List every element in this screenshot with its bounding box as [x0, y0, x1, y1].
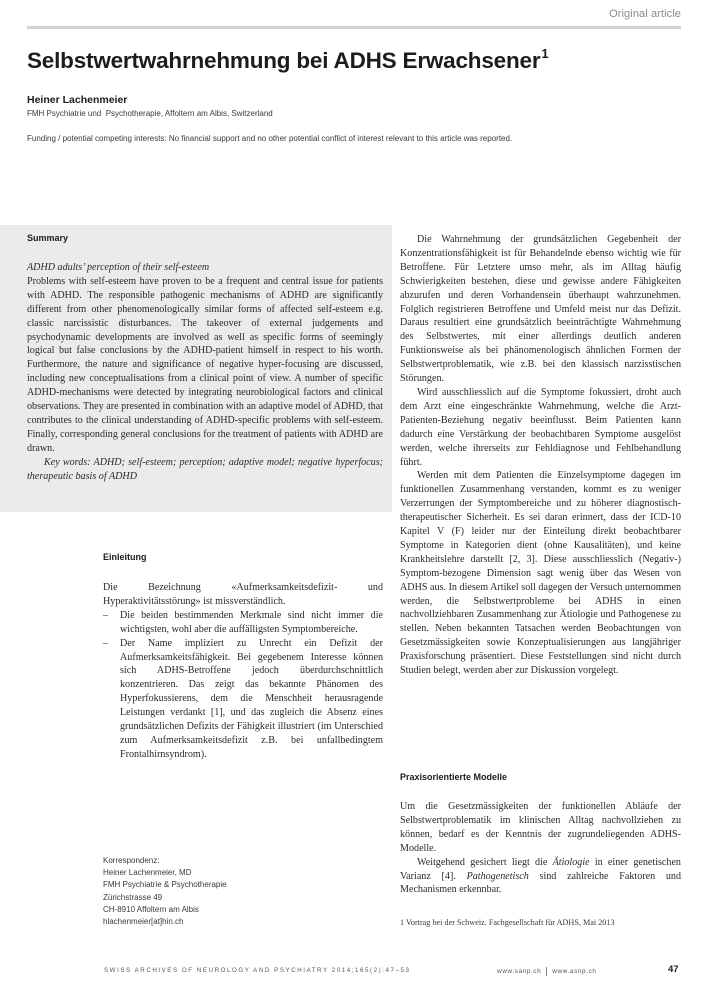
summary-heading: Summary	[27, 233, 69, 243]
right-column-body	[400, 233, 681, 678]
emphasis-term: Pathogenetisch	[466, 870, 529, 882]
link-separator	[546, 967, 547, 976]
list-item-text: Der Name impliziert zu Unrecht ein Defizit der Aufmerksamkeitsfähigkeit. Bei gegebenem Interesse können sich ADHS-Betroffene jedoch überdurchschnittlich konzentrieren. Das zeigt das bekannte Phänomen des Hyperfokussierens, dem die Menschheit herausragende Leistungen verdankt [1], und das zugleich die Absenz eines grundsätzlichen Defizits der Fähigkeit illustriert (im Unterschied zum Aufmerksamkeitsdefizit z.B. bei unfallbedingtem Frontalhirnsyndrom).	[120, 637, 383, 760]
article-title-text: Selbstwertwahrnehmung bei ADHS Erwachsener	[27, 48, 541, 73]
list-item	[103, 637, 383, 762]
einleitung-intro: Die Bezeichnung «Aufmerksamkeitsdefizit- und Hyperaktivitätsstörung» ist missverständlich.	[103, 582, 383, 607]
author-affiliation: FMH Psychiatrie und Psychotherapie, Affoltern am Albis, Switzerland	[27, 109, 273, 118]
einleitung-body	[103, 581, 383, 762]
text-run: Weitgehend gesichert liegt die	[417, 856, 553, 868]
body-paragraph: Werden mit dem Patienten die Einzelsymptome dagegen im funktionellen Zusammenhang verstanden, kommt es zu weniger Verzerrungen der Symptombereiche und zu höherer diagnostisch-therapeutischer Sicherheit. Es sei daran erinnert, dass der ICD-10 Kapitel V (F) leider nur der Einteilung direkt beobachtbarer Symptome in Kategorien dient (ohne Kausalitäten), und keine Krankheitslehre darstellt [2, 3]. Diese ausschliesslich (Negativ-) Symptom-bezogene Dimension sagt wenig über das Wesen von ADHS aus. In diesem Artikel soll dagegen der Versuch unternommen werden, die Selbstwertprobleme bei ADHS in einen nachvollziehbaren Zusammenhang zur Ätiologie und Pathogenese zu stellen. Neben bekannten Tatsachen werden Beobachtungen von Gesetzmässigkeiten sowie Konzeptualisierungen aus langjähriger Praxisforschung präsentiert. Diese Feststellungen sind nicht durch Studien belegt, werden aber zur Diskussion vorgelegt.	[400, 470, 681, 677]
einleitung-heading: Einleitung	[103, 552, 147, 562]
dash-bullet: –	[103, 609, 109, 621]
body-paragraph: Um die Gesetzmässigkeiten der funktionellen Abläufe der Selbstwertproblematik im klinischen Alltag nachvollziehen zu können, bedarf es der Kenntnis der zugrundeliegenden ADHS-Modelle.	[400, 801, 681, 854]
summary-keywords: Key words: ADHD; self-esteem; perception; adaptive model; negative hyperfocus; therapeutic basis of ADHD	[27, 456, 383, 482]
correspondence-name: Heiner Lachenmeier, MD	[103, 868, 192, 878]
list-item-text: Die beiden bestimmenden Merkmale sind nicht immer die wichtigsten, wohl aber die auffälligsten Symptombereiche.	[120, 609, 383, 635]
author-name: Heiner Lachenmeier	[27, 94, 128, 106]
correspondence-city: CH-8910 Affoltern am Albis	[103, 904, 199, 914]
link-sanp[interactable]: www.sanp.ch	[497, 968, 542, 976]
footnote: 1 Vortrag bei der Schweiz. Fachgesellschaft für ADHS, Mai 2013	[400, 918, 615, 927]
correspondence-block	[103, 855, 227, 928]
praxis-heading: Praxisorientierte Modelle	[400, 772, 508, 782]
text-run: sind zahlreiche Faktoren und Mechanismen erkennbar.	[400, 870, 681, 896]
list-item	[103, 609, 383, 637]
body-paragraph	[400, 856, 681, 898]
title-footnote-mark[interactable]: 1	[541, 46, 549, 61]
correspondence-practice: FMH Psychiatrie & Psychotherapie	[103, 880, 227, 890]
page-number: 47	[668, 964, 679, 975]
text-run: in einer genetischen Varianz [4].	[400, 856, 681, 882]
summary-subtitle: ADHD adults’ perception of their self-esteem	[27, 262, 210, 273]
body-paragraph: Die Wahrnehmung der grundsätzlichen Gegebenheit der Konzentrationsfähigkeit ist für Behandelnde ebenso wichtig wie für Betroffene. Für Letztere umso mehr, als im Alltag häufig Schwierigkeiten bestehen, diese und gewisse andere Fähigkeiten abzurufen und deren Vorhandensein überhaupt wahrzunehmen. Folglich registrieren Betroffene und Umfeld meist nur das Defizit. Daraus resultiert eine grundsätzlich beeinträchtigte Wahrnehmung des Selbstwertes, mit einer allerdings deutlich anderen Funktionsweise als bei phänomenologisch ähnlichen Formen der Selbstwertproblematik, wie z.B. bei den klassisch narzisstischen Störungen.	[400, 234, 681, 385]
correspondence-label: Korrespondenz:	[103, 856, 160, 865]
footer-links	[497, 967, 597, 976]
article-title	[27, 48, 548, 74]
header-rule	[27, 26, 681, 29]
dash-bullet: –	[103, 637, 109, 649]
journal-citation: SWISS ARCHIVES OF NEUROLOGY AND PSYCHIATRY 2014;165(2):47–53	[104, 967, 411, 974]
section-label: Original article	[609, 8, 681, 20]
praxis-body	[400, 800, 681, 897]
correspondence-street: Zürichstrasse 49	[103, 892, 163, 902]
emphasis-term: Ätiologie	[552, 856, 590, 868]
funding-statement: Funding / potential competing interests: No financial support and no other potential conflict of interest relevant to this article was reported.	[27, 134, 513, 143]
summary-body	[27, 261, 383, 484]
summary-abstract: Problems with self-esteem have proven to be a frequent and central issue for patients with ADHD. The responsible pathogenic mechanisms of ADHD are significantly different from other phenomenologically similar forms of affected self-esteem e.g. classic narcissistic disturbances. The takeover of external judgements and psychodynamic developments are involved as well as specific forms of seemingly logical but false conclusions by the ADHD-patient himself in respect to his worth. Furthermore, the nature and significance of negative hyper-focusing are discussed, including new conceptualisations from a clinical point of view. A number of specific ADHD-mechanisms were detected by integrating neurobiological factors and clinical observations. They are presented in combination with an adaptive model of ADHD, that contributes to the clinical understanding of ADHD-specific problems with self-esteem. Finally, corresponding general conclusions for the treatment of patients with ADHD are drawn.	[27, 275, 383, 454]
correspondence-email[interactable]: hlachenmeier[at]hin.ch	[103, 917, 184, 927]
link-asnp[interactable]: www.asnp.ch	[552, 968, 597, 976]
body-paragraph: Wird ausschliesslich auf die Symptome fokussiert, droht auch dem Arzt eine eingeschränkte Wahrnehmung, welche die Arzt-Patienten-Beziehung negativ beeinflusst. Beim Patienten kann dadurch eine Verstärkung der beobachtbaren Symptome ausgelöst werden, welche ihrerseits zur Fehldiagnose und Fehlbehandlung führt.	[400, 386, 681, 468]
